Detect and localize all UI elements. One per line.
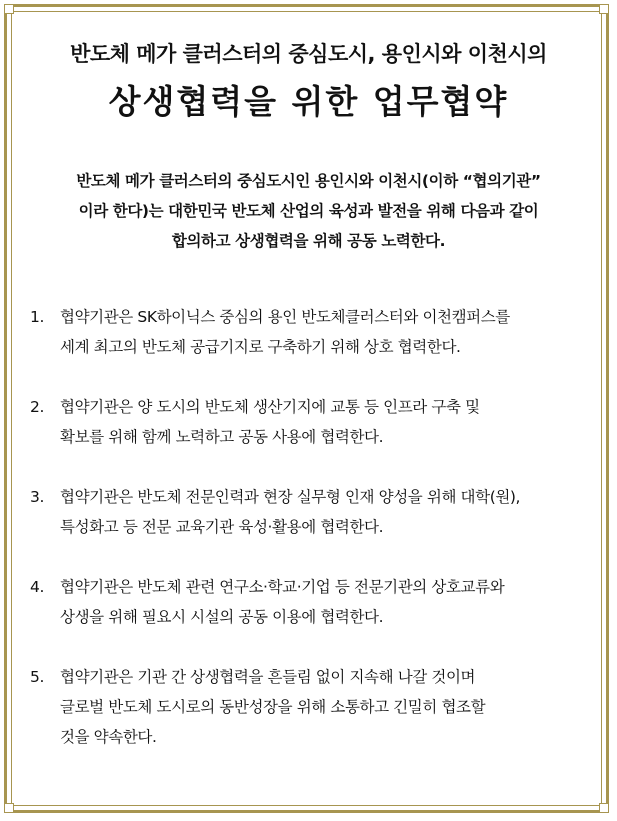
item-line: 특성화고 등 전문 교육기관 육성·활용에 협력한다. — [60, 518, 384, 536]
item-number: 4. — [30, 578, 44, 596]
item-number: 1. — [30, 308, 44, 326]
item-line: 상생을 위해 필요시 시설의 공동 이용에 협력한다. — [60, 608, 384, 626]
item-text — [60, 572, 593, 632]
item-number: 3. — [30, 488, 44, 506]
intro-line: 합의하고 상생협력을 위해 공동 노력한다. — [171, 232, 446, 250]
item-line: 협약기관은 SK하이닉스 중심의 용인 반도체클러스터와 이천캠퍼스를 — [60, 308, 510, 326]
item-line: 협약기관은 반도체 관련 연구소·학교·기업 등 전문기관의 상호교류와 — [60, 578, 505, 596]
item-text — [60, 392, 593, 452]
corner-ornament-top-left — [4, 4, 14, 14]
item-line: 협약기관은 반도체 전문인력과 현장 실무형 인재 양성을 위해 대학(원), — [60, 488, 521, 506]
item-line: 세계 최고의 반도체 공급기지로 구축하기 위해 상호 협력한다. — [60, 338, 461, 356]
corner-ornament-top-right — [599, 4, 609, 14]
document-title: 상생협력을 위한 업무협약 — [108, 82, 509, 121]
item-text — [60, 302, 593, 362]
agreement-item-4 — [30, 572, 593, 632]
agreement-item-2 — [30, 392, 593, 452]
item-line: 협약기관은 양 도시의 반도체 생산기지에 교통 등 인프라 구축 및 — [60, 398, 480, 416]
item-text — [60, 482, 593, 542]
document-subtitle: 반도체 메가 클러스터의 중심도시, 용인시와 이천시의 — [70, 42, 547, 66]
agreement-item-5 — [30, 662, 593, 752]
intro-line: 이라 한다)는 대한민국 반도체 산업의 육성과 발전을 위해 다음과 같이 — [78, 202, 539, 220]
agreement-document — [24, 22, 593, 782]
item-line: 협약기관은 기관 간 상생협력을 흔들림 없이 지속해 나갈 것이며 — [60, 668, 476, 686]
item-number: 2. — [30, 398, 44, 416]
intro-line: 반도체 메가 클러스터의 중심도시인 용인시와 이천시(이하 “협의기관” — [76, 172, 541, 190]
intro-paragraph — [24, 166, 593, 256]
corner-ornament-bottom-left — [4, 803, 14, 813]
agreement-item-1 — [30, 302, 593, 362]
item-line: 글로벌 반도체 도시로의 동반성장을 위해 소통하고 긴밀히 협조할 — [60, 698, 486, 716]
item-number: 5. — [30, 668, 44, 686]
item-text — [60, 662, 593, 752]
item-line: 것을 약속한다. — [60, 728, 157, 746]
agreement-items-list — [24, 302, 593, 752]
corner-ornament-bottom-right — [599, 803, 609, 813]
item-line: 확보를 위해 함께 노력하고 공동 사용에 협력한다. — [60, 428, 384, 446]
agreement-item-3 — [30, 482, 593, 542]
